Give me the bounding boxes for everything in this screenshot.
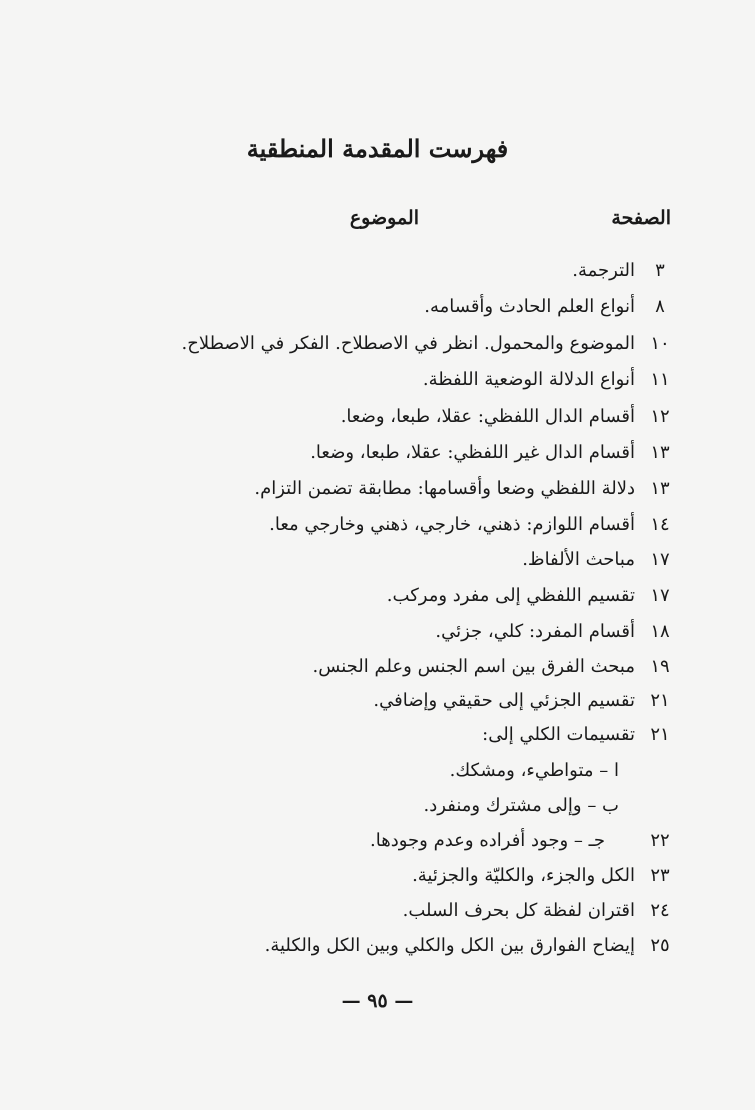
toc-entry	[522, 545, 679, 575]
toc-entry-text: تقسيم الجزئي إلى حقيقي وإضافي.	[373, 690, 635, 711]
toc-entry	[310, 438, 679, 468]
toc-entry-text: أقسام اللوازم: ذهني، خارجي، ذهني وخارجي معا.	[269, 514, 635, 535]
toc-page-number: ١٤	[650, 514, 670, 535]
toc-page-number: ١٨	[650, 621, 670, 642]
toc-page-number: ١٧	[650, 549, 670, 570]
toc-page-number: ٢٣	[650, 865, 670, 886]
toc-page-number: ١١	[650, 369, 670, 390]
toc-entry-text: أقسام المفرد: كلي، جزئي.	[435, 621, 635, 642]
toc-entry	[341, 402, 679, 432]
toc-page-number: ١٣	[650, 478, 670, 499]
toc-entry-text: جـ – وجود أفراده وعدم وجودها.	[370, 830, 605, 851]
toc-page-number: ٢٤	[650, 900, 670, 921]
toc-entry-text: أقسام الدال اللفظي: عقلا، طبعا، وضعا.	[340, 406, 635, 427]
toc-entry-text: الكل والجزء، والكليّة والجزئية.	[412, 865, 635, 886]
toc-entry	[387, 581, 679, 611]
toc-page-number: ٢٢	[650, 830, 670, 851]
toc-entry	[269, 510, 679, 540]
toc-entry-text: الترجمة.	[572, 260, 635, 281]
topic-column-header: الموضوع	[349, 207, 419, 229]
toc-entry	[313, 652, 679, 682]
toc-page-number: ١٧	[650, 585, 670, 606]
toc-page-number: ٢٥	[650, 935, 670, 956]
toc-page-number: ١٢	[650, 406, 670, 427]
toc-page-number: ٢١	[650, 690, 670, 711]
toc-entry	[254, 474, 679, 504]
toc-entry-text: دلالة اللفظي وضعا وأقسامها: مطابقة تضمن التزام.	[254, 478, 635, 499]
toc-entry-text: أنواع الدلالة الوضعية اللفظة.	[422, 369, 635, 390]
toc-entry-text: الموضوع والمحمول. انظر في الاصطلاح. الفكر في الاصطلاح.	[181, 333, 635, 354]
toc-subentry: ب – وإلى مشترك ومنفرد.	[423, 795, 619, 816]
toc-page-number: ١٣	[650, 442, 670, 463]
toc-page-number: ١٩	[650, 656, 670, 677]
toc-entry	[265, 931, 679, 961]
toc-entry-text: اقتران لفظة كل بحرف السلب.	[402, 900, 635, 921]
toc-entry	[403, 896, 679, 926]
toc-subentry: ا – متواطيء، ومشكك.	[449, 760, 619, 781]
toc-entry-text: مباحث الألفاظ.	[522, 549, 635, 570]
page-column-header: الصفحة	[611, 207, 671, 229]
toc-entry	[423, 365, 679, 395]
toc-entry-text: مبحث الفرق بين اسم الجنس وعلم الجنس.	[312, 656, 635, 677]
toc-entry-text: تقسيمات الكلي إلى:	[482, 724, 635, 745]
toc-page-number: ٨	[655, 296, 665, 317]
toc-entry	[373, 686, 679, 716]
toc-entry-text: إيضاح الفوارق بين الكل والكلي وبين الكل والكلية.	[264, 935, 635, 956]
toc-entry-text: أنواع العلم الحادث وأقسامه.	[424, 296, 635, 317]
page-title: فهرست المقدمة المنطقية	[246, 134, 509, 163]
toc-entry-text: تقسيم اللفظي إلى مفرد ومركب.	[386, 585, 635, 606]
toc-entry	[572, 256, 679, 286]
toc-page-number: ٢١	[650, 724, 670, 745]
toc-entry	[182, 329, 679, 359]
toc-entry	[482, 720, 679, 750]
toc-entry	[370, 826, 679, 856]
toc-entry	[424, 292, 679, 322]
toc-page-number: ١٠	[650, 333, 670, 354]
page-number-footer: — ٩٥ —	[341, 990, 414, 1012]
toc-page-number: ٣	[655, 260, 665, 281]
toc-entry	[412, 861, 679, 891]
toc-entry	[435, 617, 679, 647]
toc-entry-text: أقسام الدال غير اللفظي: عقلا، طبعا، وضعا.	[310, 442, 635, 463]
